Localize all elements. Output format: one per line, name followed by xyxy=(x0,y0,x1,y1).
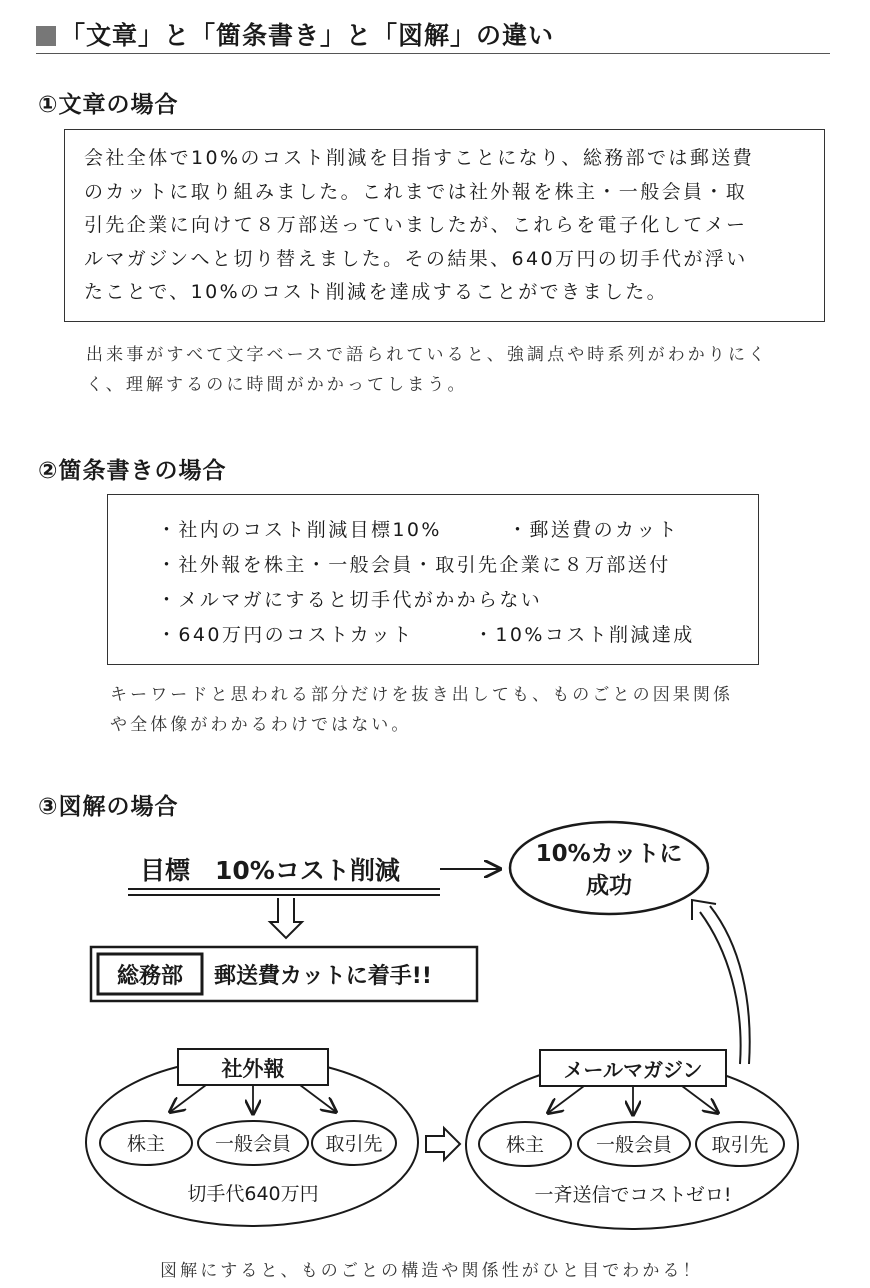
bullet-item: ・10%コスト削減達成 xyxy=(474,624,695,646)
goal-text: 目標 10%コスト削減 xyxy=(140,856,400,885)
hollow-right-arrow xyxy=(426,1128,460,1160)
caption-line: や全体像がわかるわけではない。 xyxy=(110,715,412,735)
success-text-line1: 10%カットに xyxy=(535,841,683,867)
dept-action-text: 郵送費カットに着手!! xyxy=(214,964,432,989)
bullet-item: ・社内のコスト削減目標10% xyxy=(157,519,442,541)
left-branch-arrow xyxy=(170,1085,206,1112)
left-branch-arrow xyxy=(300,1085,336,1112)
curved-arrow-outline xyxy=(710,906,750,1064)
success-text-line2: 成功 xyxy=(586,873,632,899)
section1-heading: ①文章の場合 xyxy=(38,92,179,118)
dept-label: 総務部 xyxy=(116,964,184,989)
section3-heading: ③図解の場合 xyxy=(38,794,179,820)
title-rule xyxy=(36,53,830,54)
right-branch-arrow xyxy=(682,1086,718,1113)
bullet-item: ・社外報を株主・一般会員・取引先企業に８万部送付 xyxy=(157,554,671,576)
page-title xyxy=(36,16,554,52)
page-title-text: 「文章」と「箇条書き」と「図解」の違い xyxy=(60,21,555,50)
caption-line: キーワードと思われる部分だけを抜き出しても、ものごとの因果関係 xyxy=(110,685,734,705)
right-member-label: 取引先 xyxy=(711,1134,769,1156)
hollow-down-arrow xyxy=(270,898,302,938)
left-member-label: 一般会員 xyxy=(214,1133,292,1155)
paragraph-line: 引先企業に向けて８万部送っていましたが、これらを電子化してメー xyxy=(84,214,748,236)
right-member-label: 株主 xyxy=(505,1134,545,1156)
section2-heading: ②箇条書きの場合 xyxy=(38,458,227,484)
bullet-item: ・メルマガにすると切手代がかからない xyxy=(157,589,543,611)
left-member-label: 株主 xyxy=(126,1133,166,1155)
bullet-item: ・640万円のコストカット xyxy=(157,624,414,646)
section3-caption: 図解にすると、ものごとの構造や関係性がひと目でわかる！ xyxy=(160,1261,703,1281)
process-diagram xyxy=(0,820,870,1250)
title-square-icon xyxy=(36,26,56,46)
paragraph-line: のカットに取り組みました。これまでは社外報を株主・一般会員・取 xyxy=(84,180,748,203)
section1-caption xyxy=(86,340,768,400)
caption-line: く、理解するのに時間がかかってしまう。 xyxy=(86,375,468,395)
paragraph-line: たことで、10%のコスト削減を達成することができました。 xyxy=(84,281,669,303)
right-group-title: メールマガジン xyxy=(563,1058,703,1082)
success-ellipse xyxy=(510,822,708,914)
right-group-note: 一斉送信でコストゼロ! xyxy=(534,1184,732,1206)
section1-paragraph xyxy=(84,142,754,310)
curved-arrow-outline xyxy=(700,912,741,1064)
bullet-item: ・郵送費のカット xyxy=(508,519,680,541)
left-member-label: 取引先 xyxy=(325,1133,383,1155)
left-group-note: 切手代640万円 xyxy=(187,1183,319,1205)
paragraph-line: 会社全体で10%のコスト削減を目指すことになり、総務部では郵送費 xyxy=(84,147,755,169)
caption-line: 出来事がすべて文字ベースで語られていると、強調点や時系列がわかりにく xyxy=(86,345,769,365)
paragraph-line: ルマガジンへと切り替えました。その結果、640万円の切手代が浮い xyxy=(84,247,748,270)
left-group-title: 社外報 xyxy=(221,1057,285,1081)
right-member-label: 一般会員 xyxy=(595,1134,673,1156)
right-branch-arrow xyxy=(548,1086,584,1113)
section2-caption xyxy=(110,680,733,740)
